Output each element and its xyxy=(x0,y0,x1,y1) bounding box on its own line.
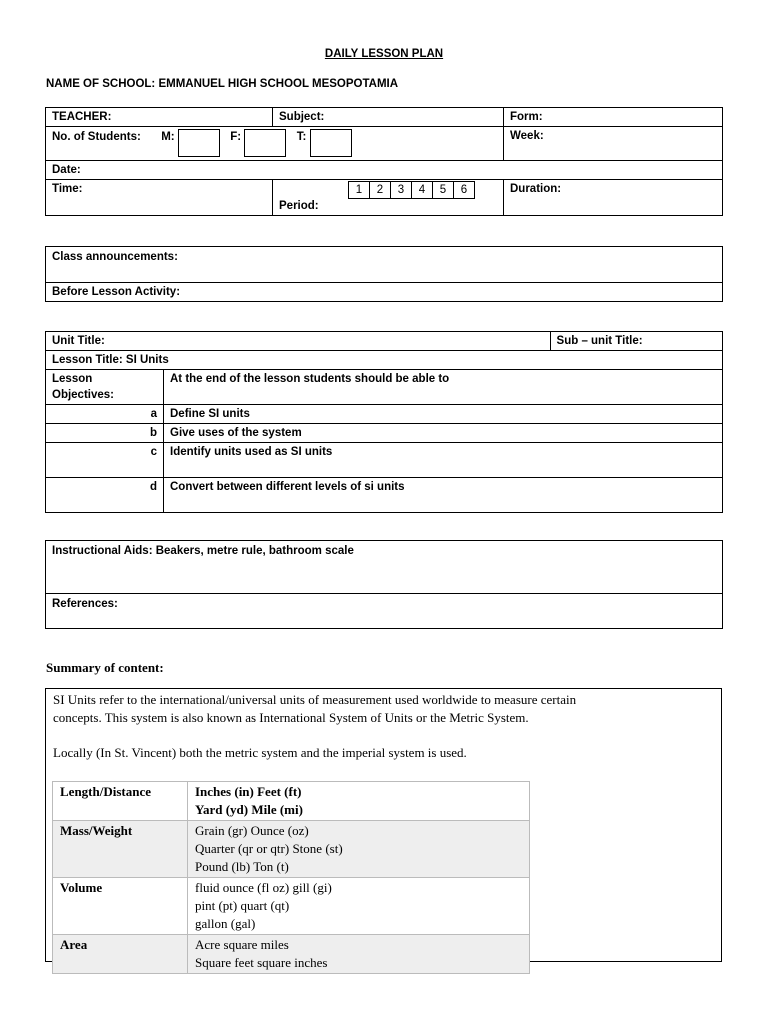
references-label: References: xyxy=(52,598,118,610)
teacher-info-table xyxy=(45,107,723,216)
objectives-intro-cell xyxy=(164,370,723,405)
units-value-line: pint (pt) quart (qt) xyxy=(195,898,290,913)
objective-text: Convert between different levels of si units xyxy=(164,478,723,513)
time-label: Time: xyxy=(52,183,83,195)
sub-unit-title-label: Sub – unit Title: xyxy=(556,335,643,347)
duration-cell xyxy=(504,180,723,216)
units-value-line: Inches (in) Feet (ft) xyxy=(195,784,302,799)
instructional-aids-label: Instructional Aids: Beakers, metre rule, bathroom scale xyxy=(52,545,354,557)
objective-text: Give uses of the system xyxy=(164,424,723,443)
week-label: Week: xyxy=(510,130,544,142)
t-count-input[interactable] xyxy=(310,129,352,157)
period-boxes xyxy=(349,181,497,198)
school-name: NAME OF SCHOOL: EMMANUEL HIGH SCHOOL MESOPOTAMIA xyxy=(46,78,399,90)
students-cell xyxy=(46,127,504,161)
lesson-title-cell xyxy=(46,351,723,370)
date-label: Date: xyxy=(52,164,81,176)
units-row xyxy=(53,935,530,974)
page-title: DAILY LESSON PLAN xyxy=(324,48,444,60)
week-cell xyxy=(504,127,723,161)
units-values xyxy=(188,935,530,974)
sub-unit-title-cell xyxy=(550,332,722,351)
announcements-label: Class announcements: xyxy=(52,251,178,263)
units-value-line: Quarter (qr or qtr) Stone (st) xyxy=(195,841,343,856)
teacher-label: TEACHER: xyxy=(52,111,112,123)
units-category: Length/Distance xyxy=(53,782,188,821)
subject-cell xyxy=(273,108,504,127)
units-value-line: Square feet square inches xyxy=(195,955,328,970)
date-cell xyxy=(46,161,723,180)
before-activity-label: Before Lesson Activity: xyxy=(52,286,181,298)
f-count-input[interactable] xyxy=(244,129,286,157)
m-count-input[interactable] xyxy=(178,129,220,157)
time-cell xyxy=(46,180,273,216)
summary-para1-line1: SI Units refer to the international/universal units of measurement used worldwide to measure certain xyxy=(53,692,577,707)
announcements-cell xyxy=(46,247,723,283)
instructional-aids-table xyxy=(45,540,723,629)
units-value-line: Acre square miles xyxy=(195,937,289,952)
units-values xyxy=(188,782,530,821)
units-values xyxy=(188,878,530,935)
units-category: Mass/Weight xyxy=(53,821,188,878)
objectives-label-cell xyxy=(46,370,164,405)
objectives-intro: At the end of the lesson students should be able to xyxy=(170,373,450,385)
period-label: Period: xyxy=(279,200,319,212)
units-row xyxy=(53,878,530,935)
references-cell xyxy=(46,594,723,629)
period-4-box[interactable]: 4 xyxy=(411,181,433,199)
objectives-label-line1: Lesson xyxy=(52,373,93,385)
teacher-cell xyxy=(46,108,273,127)
instructional-aids-cell xyxy=(46,541,723,594)
summary-para2: Locally (In St. Vincent) both the metric system and the imperial system is used. xyxy=(53,745,467,760)
objective-letter: b xyxy=(46,424,164,443)
unit-title-cell xyxy=(46,332,551,351)
period-cell xyxy=(273,180,504,216)
students-label: No. of Students: xyxy=(52,131,141,143)
form-cell xyxy=(504,108,723,127)
lesson-title-label: Lesson Title: SI Units xyxy=(52,354,169,366)
before-activity-cell xyxy=(46,283,723,302)
units-values xyxy=(188,821,530,878)
period-5-box[interactable]: 5 xyxy=(432,181,454,199)
period-6-box[interactable]: 6 xyxy=(453,181,475,199)
form-label: Form: xyxy=(510,111,543,123)
m-label: M: xyxy=(161,131,175,143)
units-value-line: Yard (yd) Mile (mi) xyxy=(195,802,303,817)
objective-letter: c xyxy=(46,443,164,478)
units-value-line: fluid ounce (fl oz) gill (gi) xyxy=(195,880,332,895)
period-2-box[interactable]: 2 xyxy=(369,181,391,199)
lesson-table xyxy=(45,331,723,513)
summary-box xyxy=(45,688,722,970)
objectives-label-line2: Objectives: xyxy=(52,389,114,401)
unit-title-label: Unit Title: xyxy=(52,335,105,347)
units-category: Volume xyxy=(53,878,188,935)
subject-label: Subject: xyxy=(279,111,325,123)
f-label: F: xyxy=(230,131,242,143)
summary-heading: Summary of content: xyxy=(46,660,164,675)
period-3-box[interactable]: 3 xyxy=(390,181,412,199)
objective-text: Define SI units xyxy=(164,405,723,424)
objective-letter: a xyxy=(46,405,164,424)
objective-letter: d xyxy=(46,478,164,513)
units-value-line: Pound (lb) Ton (t) xyxy=(195,859,289,874)
class-announcements-table xyxy=(45,246,723,302)
duration-label: Duration: xyxy=(510,183,562,195)
units-value-line: gallon (gal) xyxy=(195,916,256,931)
units-table xyxy=(52,781,530,974)
units-row xyxy=(53,782,530,821)
objective-text: Identify units used as SI units xyxy=(164,443,723,478)
period-1-box[interactable]: 1 xyxy=(348,181,370,199)
units-row xyxy=(53,821,530,878)
units-category: Area xyxy=(53,935,188,974)
t-label: T: xyxy=(296,131,307,143)
summary-para1-line2: concepts. This system is also known as International System of Units or the Metric System. xyxy=(53,710,529,725)
units-value-line: Grain (gr) Ounce (oz) xyxy=(195,823,309,838)
